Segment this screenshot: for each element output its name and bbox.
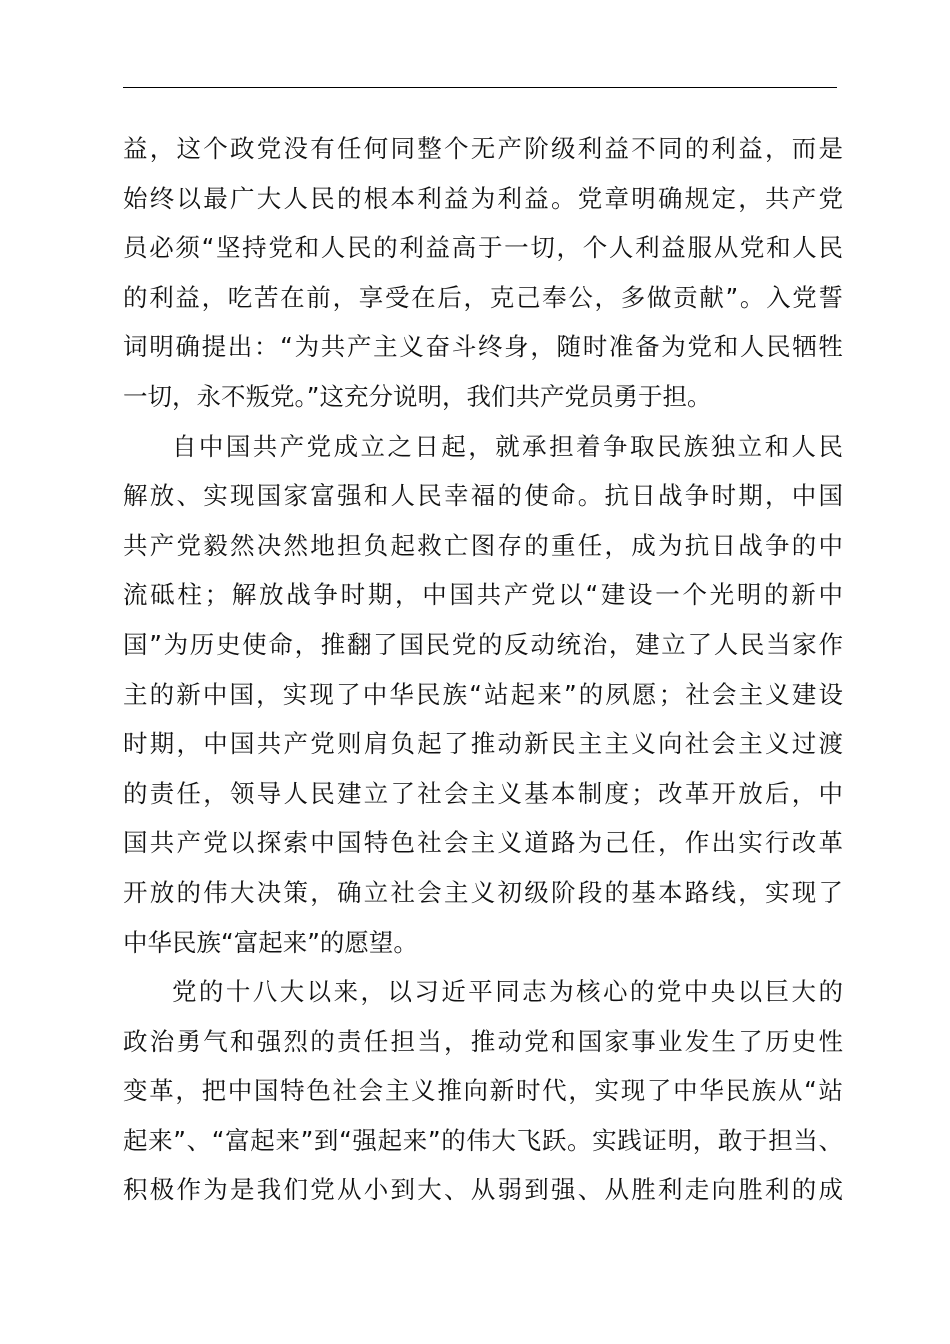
text-line: 中华民族“富起来”的愿望。 bbox=[123, 927, 418, 957]
text-line: 主的新中国，实现了中华民族“站起来”的夙愿；社会主义建设 bbox=[123, 679, 843, 709]
text-line: 始终以最广大人民的根本利益为利益。党章明确规定，共产党 bbox=[123, 183, 843, 213]
text-line: 起来”、“富起来”到“强起来”的伟大飞跃。实践证明，敢于担当、 bbox=[123, 1125, 843, 1155]
header-rule bbox=[123, 87, 837, 88]
text-line: 一切，永不叛党。”这充分说明，我们共产党员勇于担。 bbox=[123, 381, 712, 411]
text-line: 开放的伟大决策，确立社会主义初级阶段的基本路线，实现了 bbox=[123, 877, 843, 907]
paragraph-first-line: 党的十八大以来，以习近平同志为核心的党中央以巨大的 bbox=[172, 977, 843, 1007]
text-line: 变革，把中国特色社会主义推向新时代，实现了中华民族从“站 bbox=[123, 1076, 843, 1106]
text-line: 时期，中国共产党则肩负起了推动新民主主义向社会主义过渡 bbox=[123, 729, 843, 759]
paragraph-first-line: 自中国共产党成立之日起，就承担着争取民族独立和人民 bbox=[172, 431, 843, 461]
text-line: 员必须“坚持党和人民的利益高于一切，个人利益服从党和人民 bbox=[123, 233, 843, 263]
text-line: 国共产党以探索中国特色社会主义道路为己任，作出实行改革 bbox=[123, 828, 843, 858]
text-line: 的利益，吃苦在前，享受在后，克己奉公，多做贡献”。入党誓 bbox=[123, 282, 843, 312]
document-body bbox=[123, 124, 843, 1215]
text-line: 政治勇气和强烈的责任担当，推动党和国家事业发生了历史性 bbox=[123, 1026, 843, 1056]
text-line: 解放、实现国家富强和人民幸福的使命。抗日战争时期，中国 bbox=[123, 481, 843, 511]
text-line: 国”为历史使命，推翻了国民党的反动统治，建立了人民当家作 bbox=[123, 629, 843, 659]
text-line: 的责任，领导人民建立了社会主义基本制度；改革开放后，中 bbox=[123, 778, 843, 808]
text-line: 益，这个政党没有任何同整个无产阶级利益不同的利益，而是 bbox=[123, 134, 843, 163]
text-line: 积极作为是我们党从小到大、从弱到强、从胜利走向胜利的成 bbox=[123, 1175, 843, 1205]
text-line: 词明确提出：“为共产主义奋斗终身，随时准备为党和人民牺牲 bbox=[123, 332, 843, 362]
text-line: 共产党毅然决然地担负起救亡图存的重任，成为抗日战争的中 bbox=[123, 530, 843, 560]
text-line: 流砥柱；解放战争时期，中国共产党以“建设一个光明的新中 bbox=[123, 580, 843, 610]
